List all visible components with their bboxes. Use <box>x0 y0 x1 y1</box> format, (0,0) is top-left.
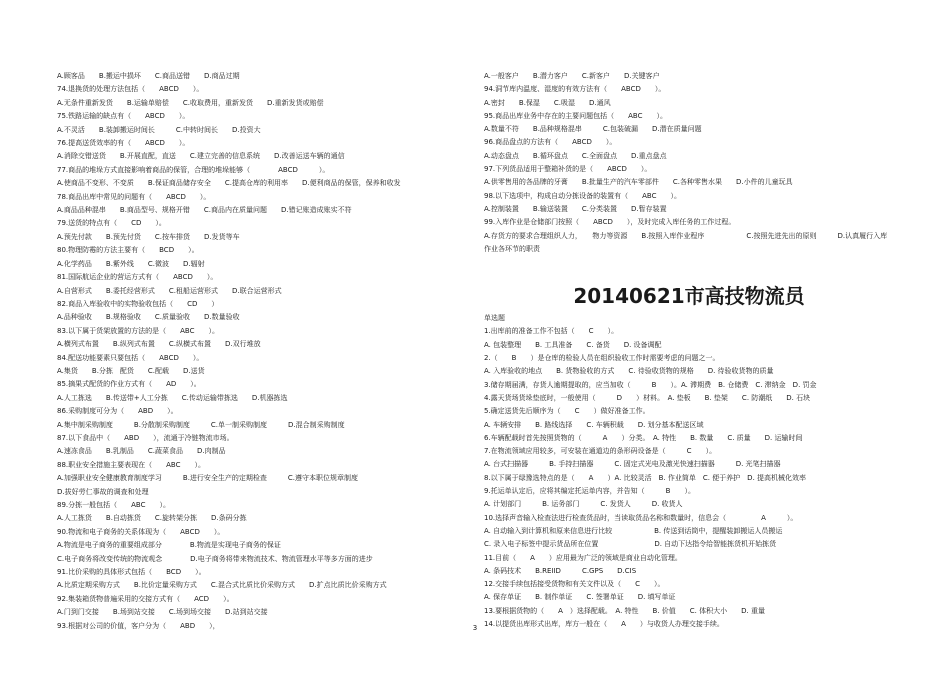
single-choice-questions <box>484 312 894 631</box>
text-line: A.供零售用的各品牌的牙膏 B.批量生产的汽车零部件 C.各种零售水果 D.小件的儿童玩具 <box>484 178 793 187</box>
text-line: 79.送货的特点有（ CD ）。 <box>57 219 166 228</box>
page-number: 3 <box>472 624 478 632</box>
text-line: A. 入库验收的地点 B. 货物验收的方式 C. 待验收货物的规格 D. 待验收货物的质量 <box>484 367 774 376</box>
text-line: A.消除交错送货 B.开展直配，直送 C.建立完善的信息系统 D.改善运送车辆的通信 <box>57 152 345 161</box>
text-line: 5.确定送货先后顺序为（ C ）做好准备工作。 <box>484 407 650 416</box>
text-line: A.无条件重新发货 B.运输单赔偿 C.收取费用，重新发货 D.重新发货或赔偿 <box>57 98 324 107</box>
text-line: A.集中制采购制度 B.分散制采购制度 C.单一制采购制度 D.混合制采购制度 <box>57 420 345 429</box>
text-line: 85.摘果式配货的作业方式有（ AD ）。 <box>57 380 201 389</box>
text-line: C. 录入电子标签中提示货品所在位置 D. 自动下达指令给智能拣货机开始拣货 <box>484 540 777 549</box>
text-line: A.物流是电子商务的重要组成部分 B.物流是实现电子商务的保证 <box>57 541 281 550</box>
text-line: A.顾客品 B.搬运中损坏 C.商品送错 D.商品过期 <box>57 72 240 80</box>
text-line: 2.（ B ）是仓库的检验人员在组织验收工作时需要考虑的问题之一。 <box>484 354 720 363</box>
text-line: A.品种验收 B.规格验收 C.质量验收 D.数量验收 <box>57 313 240 322</box>
text-line: 92.集装箱货物普遍采用的交接方式有（ ACD ）。 <box>57 594 234 603</box>
text-line: 4.露天货场货垛垫底时，一般使用（ D ）材料。 A. 垫板 B. 垫架 C. 防潮纸 D. 石块 <box>484 393 811 402</box>
text-line: 8.以下属于绿豫选特点的是（ A ）A. 比较灵活 B. 作业简单 C. 便于养护 D. 提高机械化效率 <box>484 473 807 482</box>
text-line: A.化学药品 B.紫外线 C.微波 D.辐射 <box>57 259 205 268</box>
right-column-questions <box>484 70 894 256</box>
text-line: 91.比价采购的具体形式包括（ BCD ）。 <box>57 568 206 577</box>
text-line: 98.以下选项中，构成自动分拣设备的装置有（ ABC ）。 <box>484 191 681 200</box>
text-line: 78.商品出库中常见的问题有（ ABCD ）。 <box>57 192 211 201</box>
right-column <box>484 70 894 631</box>
text-line: 83.以下属于货架放置的方法的是（ ABC ）。 <box>57 326 219 335</box>
text-line: 77.商品的堆垛方式直接影响着商品的保管，合理的堆垛能够（ ABCD ）。 <box>57 165 330 174</box>
text-line: A.速冻食品 B.乳制品 C.蔬菜食品 D.肉制品 <box>57 447 226 456</box>
text-line: A.存货方的要求合理组织人力， 物力等资源 B.按照入库作业程序 C.按照先进先出的原则 D.认真履行入库作业各环节的职责 <box>484 231 888 253</box>
text-line: 14.以提货出库形式出库，库方一般在（ A ）与收货人办理交接手续。 <box>484 619 724 628</box>
section-title: 20140621市高技物流员 <box>573 284 805 309</box>
text-line: A.门到门交接 B.场到站交接 C.场到场交接 D.站到站交接 <box>57 608 268 617</box>
text-line: A.自营形式 B.委托经营形式 C.租船运营形式 D.联合运营形式 <box>57 286 282 295</box>
text-line: 94.洞节库内温度、湿度的有效方法有（ ABCD ）。 <box>484 85 666 94</box>
text-line: A. 自动输入到计算机和原来信息进行比较 B. 传送到话筒中，提醒装卸搬运人员搬运 <box>484 526 783 535</box>
text-line: 81.国际航运企业的营运方式有（ ABCD ）。 <box>57 273 218 282</box>
left-column <box>57 70 457 633</box>
text-line: A.集货 B.分拣 配货 C.配载 D.送货 <box>57 366 205 375</box>
text-line: 87.以下食品中（ ABD ），流通于冷链物流市场。 <box>57 433 234 442</box>
text-line: A.不灵活 B.装卸搬运时间长 C.中转时间长 D.投资大 <box>57 125 261 134</box>
text-line: A.一般客户 B.潜力客户 C.新客户 D.关键客户 <box>484 72 660 80</box>
text-line: 95.商品出库业务中存在的主要问题包括（ ABC ）。 <box>484 111 667 120</box>
text-line: A.预先付款 B.预先付货 C.按车排货 D.发货等车 <box>57 232 240 241</box>
text-line: A.加强职业安全健康教育制度学习 B.进行安全生产的定期检查 C.遵守本职位规章制度 <box>57 474 359 483</box>
text-line: A.横列式布置 B.纵列式布置 C.纵横式布置 D.双行堆放 <box>57 340 261 349</box>
text-line: 6.车辆配载时首先按照货物的（ A ）分类。 A. 特性 B. 数量 C. 质量 D. 运输时间 <box>484 433 803 442</box>
text-line: A. 计划部门 B. 运务部门 C. 发货人 D. 收货人 <box>484 500 683 509</box>
text-line: 93.根据对公司的价值，客户分为（ ABD ）， <box>57 621 220 630</box>
text-line: A. 包装整理 B. 工具准备 C. 备货 D. 设备调配 <box>484 340 662 349</box>
text-line: 单选题 <box>484 314 505 323</box>
text-line: 7.在物流领域应用较多，可安装在通道边的条形码设备是（ C ）。 <box>484 447 717 456</box>
text-line: A.人工拣选 B.传送带+人工分拣 C.传动运输带拣选 D.机器拣选 <box>57 393 288 402</box>
text-line: A.控制装置 B.输送装置 C.分类装置 D.暂存装置 <box>484 204 667 213</box>
text-line: 75.铁路运输的缺点有（ ABCD ）。 <box>57 112 190 121</box>
text-line: 97.下列货品适用于整箱补货的是（ ABCD ）。 <box>484 165 652 174</box>
text-line: 86.采购制度可分为（ ABD ）。 <box>57 407 178 416</box>
text-line: A.比质定期采购方式 B.比价定量采购方式 C.混合式比质比价采购方式 D.扩点比质比价采购方式 <box>57 581 387 590</box>
text-line: 96.商品盘点的方法有（ ABCD ）。 <box>484 138 617 147</box>
text-line: 3.储存期届满，存货人逾期提取的，应当加收（ B ）。A. 滞期费 B. 仓储费 C. 滞纳金 D. 罚金 <box>484 380 817 389</box>
text-line: A.数量不符 B.品种规格混串 C.包装破漏 D.潜在质量问题 <box>484 125 702 134</box>
text-line: 1.出库前的准备工作不包括（ C ）。 <box>484 327 619 336</box>
text-line: D.拔好劳仁事故的调查和处理 <box>57 487 149 496</box>
text-line: C.电子商务将改变传统的物流观念 D.电子商务将带来物流技术、物流管理水平等多方面的进步 <box>57 554 373 563</box>
text-line: A.人工拣货 B.自动拣货 C.旋转架分拣 D.条码分拣 <box>57 514 247 523</box>
text-line: 88.职业安全措施主要表现在（ ABC ）。 <box>57 460 205 469</box>
text-line: A. 保存单证 B. 制作单证 C. 签署单证 D. 填写单证 <box>484 593 676 602</box>
text-line: 80.物理防霉的方法主要有（ BCD ）。 <box>57 246 199 255</box>
text-line: 89.分拣一般包括（ ABC ）。 <box>57 501 170 509</box>
text-line: A.商品品种混串 B.商品型号、规格开错 C.商品内在质量问题 D.错记账造成账实不符 <box>57 206 352 215</box>
text-line: A. 条码技术 B.REIID C.GPS D.CIS <box>484 566 637 575</box>
text-line: A. 车辆安排 B. 路线选择 C. 车辆积载 D. 划分基本配送区域 <box>484 420 704 429</box>
text-line: 9.托运单认定后，应将其编定托运单内容，并告知（ B ）。 <box>484 487 695 496</box>
text-line: A. 台式扫描器 B. 手持扫描器 C. 固定式光电及激光快速扫描器 D. 光笔扫描器 <box>484 460 781 469</box>
text-line: 90.物流和电子商务的关系体现为（ ABCD ）。 <box>57 527 225 536</box>
text-line: A.动态盘点 B.循环盘点 C.全面盘点 D.重点盘点 <box>484 151 667 160</box>
text-line: A.使商品不变形、不变质 B.保证商品储存安全 C.提高仓库的利用率 D.便利商品的保管，保养和收发 <box>57 179 401 188</box>
text-line: 74.退换货的处理方法包括（ ABCD ）。 <box>57 85 204 94</box>
text-line: 12.交接手续包括接受货物和有关文件以及（ C ）。 <box>484 580 665 589</box>
text-line: 10.选择声音输入检查法进行检查货品时，当读取货品名称和数量时，信息会（ A ）。 <box>484 513 798 522</box>
text-line: A.密封 B.保湿 C.吸湿 D.通风 <box>484 98 611 107</box>
text-line: 99.入库作业是仓储部门按照（ ABCD ），及时完成入库任务的工作过程。 <box>484 218 736 227</box>
text-line: 84.配送功能要素只要包括（ ABCD ）。 <box>57 353 204 362</box>
text-line: 13.要根据货物的（ A ）选择配载。 A. 特性 B. 价值 C. 体积大小 D. 重量 <box>484 606 765 615</box>
text-line: 76.提高送货效率的有（ ABCD ）。 <box>57 139 190 148</box>
text-line: 11.目前（ A ）应用最为广泛的领域是商业自动化管理。 <box>484 553 682 562</box>
text-line: 82.商品入库验收中的实物验收包括（ CD ） <box>57 299 219 308</box>
